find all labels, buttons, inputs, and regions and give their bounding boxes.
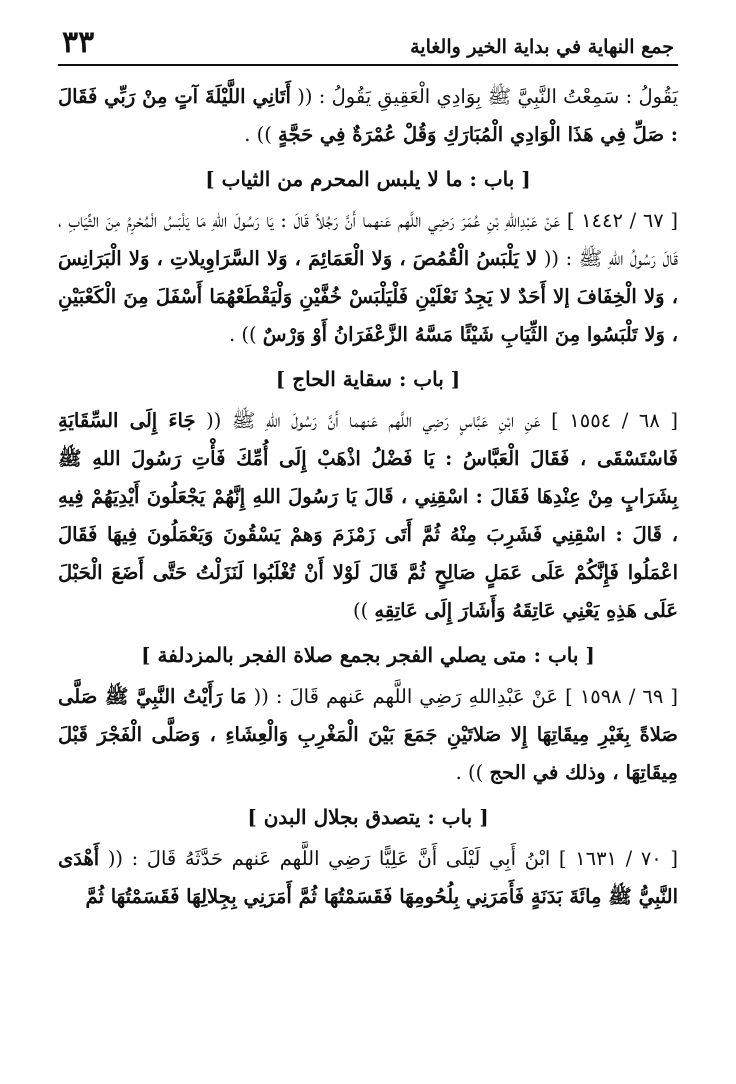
chapter-heading: [ باب : ما لا يلبس المحرم من الثياب ]	[205, 167, 531, 191]
hadith-quote: مَا رَأَيْتُ النَّبِيَّ ﷺ صَلَّى صَلاةً بِغَيْرِ مِيقَاتِهَا إِلا صَلاتَيْنِ جَمَعَ بَيْنَ الْمَغْرِبِ وَالْعِشَاءِ ، وَصَلَّى الْفَجْرَ قَبْلَ مِيقَاتِهَا ، وذلك في الحج	[58, 685, 678, 784]
chapter-heading: [ باب : سقاية الحاج ]	[275, 367, 461, 391]
hadith-paragraph	[58, 202, 678, 354]
narration-outro: )) .	[244, 123, 272, 146]
hadith-quote: أَتَانِي اللَّيْلَةَ آتٍ مِنْ رَبِّي فَقَالَ : صَلِّ فِي هَذَا الْوَادِي الْمُبَارَكِ وَقُلْ عُمْرَةٌ فِي حَجَّةٍ	[58, 85, 678, 146]
page-content	[58, 78, 678, 916]
chapter-heading: [ باب : متى يصلي الفجر بجمع صلاة الفجر بالمزدلفة ]	[141, 643, 595, 667]
hadith-paragraph	[58, 402, 678, 630]
narration-intro: [ ٦٨ / ١٥٥٤ ] عَنِ ابْنِ عَبَّاسٍ رَضِي اللَّهم عَنهما أَنَّ رَسُولَ اللهِ ﷺ ((	[206, 409, 679, 432]
narration-intro: [ ٦٧ / ١٤٤٢ ] عَنْ عَبْدِاللهِ بْنِ عُمَرَ رَضِي اللَّهم عَنهما أَنَّ رَجُلاً قَالَ : يَا رَسُولَ اللهِ مَا يَلْبَسُ الْمُحْرِمُ مِنَ الثِّيَابِ ، قَالَ رَسُولُ اللهِ ﷺ : ((	[58, 209, 679, 270]
narration-outro: )) .	[455, 761, 484, 784]
narration-intro: يَقُولُ : سَمِعْتُ النَّبِيَّ ﷺ بِوَادِي الْعَقِيقِ يَقُولُ : ((	[297, 85, 678, 108]
narration-outro: )) .	[228, 323, 257, 346]
page-number: ٣٣	[62, 25, 95, 60]
page-header	[58, 25, 678, 66]
hadith-paragraph	[58, 840, 678, 916]
hadith-quote: لا يَلْبَسُ الْقُمُصَ ، وَلا الْعَمَائِمَ ، وَلا السَّرَاوِيلاتِ ، وَلا الْبَرَانِسَ ، وَلا الْخِفَافَ إلا أَحَدٌ لا يَجِدُ نَعْلَيْنِ فَلْيَلْبَسْ خُفَّيْنِ وَلْيَقْطَعْهُمَا أَسْفَلَ مِنَ الْكَعْبَيْنِ ، وَلا تَلْبَسُوا مِنَ الثِّيَابِ شَيْئًا مَسَّهُ الزَّعْفَرَانُ أَوْ وَرْسٌ	[58, 247, 678, 346]
chapter-heading: [ باب : يتصدق بجلال البدن ]	[247, 805, 489, 829]
hadith-paragraph	[58, 678, 678, 792]
hadith-quote: جَاءَ إِلَى السِّقَايَةِ فَاسْتَسْقَى ، فَقَالَ الْعَبَّاسُ : يَا فَضْلُ اذْهَبْ إِلَى أُمِّكَ فَأْتِ رَسُولَ اللهِ ﷺ بِشَرَابٍ مِنْ عِنْدِهَا فَقَالَ : اسْقِنِي ، قَالَ يَا رَسُولَ اللهِ إِنَّهُمْ يَجْعَلُونَ أَيْدِيَهُمْ فِيهِ ، قَالَ : اسْقِنِي فَشَرِبَ مِنْهُ ثُمَّ أَتَى زَمْزَمَ وَهمْ يَسْقُونَ وَيَعْمَلُونَ فِيهَا فَقَالَ اعْمَلُوا فَإِنَّكُمْ عَلَى عَمَلٍ صَالِحٍ ثُمَّ قَالَ لَوْلا أَنْ تُغْلَبُوا لَنَزَلْتُ حَتَّى أَضَعَ الْحَبْلَ عَلَى هَذِهِ يَعْنِي عَاتِقَهُ وَأَشَارَ إِلَى عَاتِقِهِ	[58, 409, 678, 622]
narration-outro: ))	[353, 599, 369, 622]
running-title: جمع النهاية في بداية الخير والغاية	[410, 36, 674, 58]
narration-intro: [ ٦٩ / ١٥٩٨ ] عَنْ عَبْدِاللهِ رَضِي اللَّهم عَنهم قَالَ : ((	[253, 685, 679, 708]
hadith-quote: أَهْدَى النَّبِيُّ ﷺ مِائَةَ بَدَنَةٍ فَأَمَرَنِي بِلُحُومِهَا فَقَسَمْتُهَا ثُمَّ أَمَرَنِي بِجِلالِهَا فَقَسَمْتُهَا ثُمَّ	[58, 847, 678, 908]
hadith-paragraph	[58, 78, 678, 154]
narration-intro: [ ٧٠ / ١٦٣١ ] ابْنُ أَبِي لَيْلَى أَنَّ عَلِيًّا رَضِي اللَّهم عَنهم حَدَّثَهُ قَالَ : ((	[107, 847, 678, 870]
